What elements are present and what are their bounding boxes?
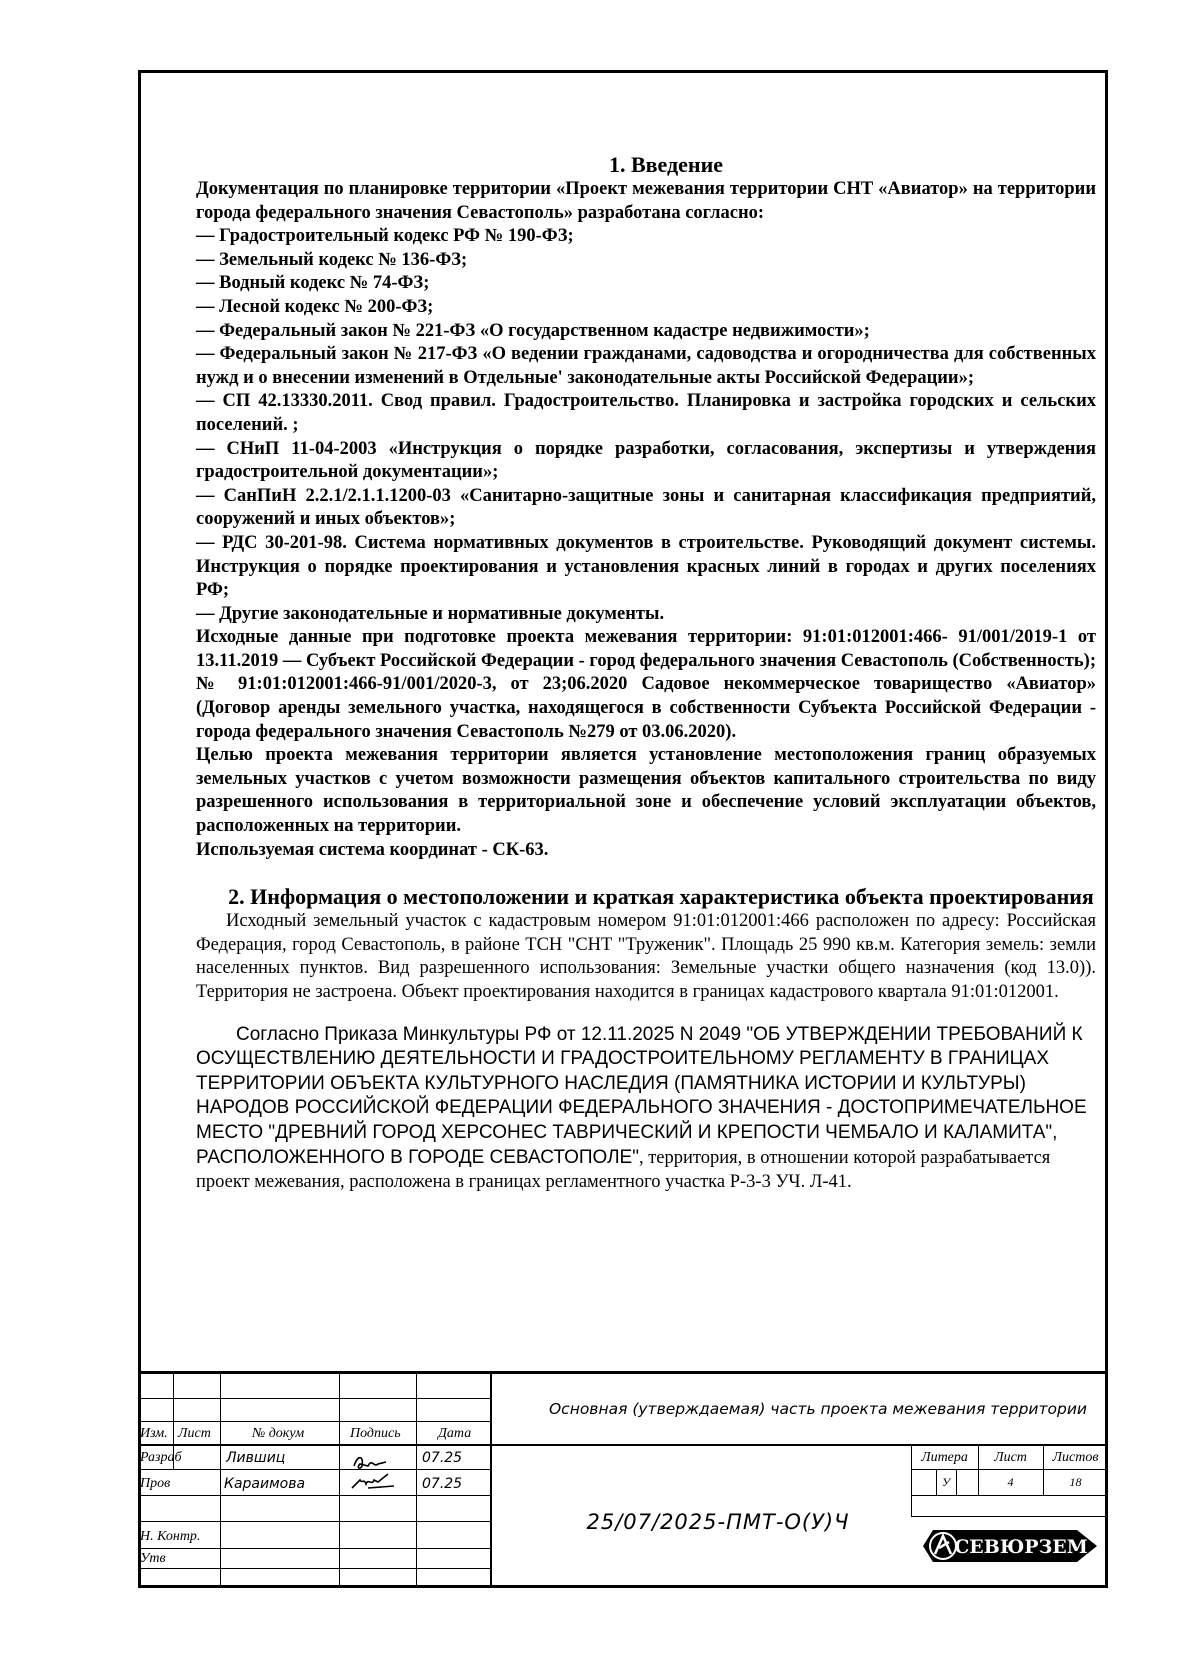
paragraph — [196, 1023, 1096, 1195]
paragraph: Целью проекта межевания территории является установление местоположения границ образуемых земельных участков с учетом возможности размещения объектов капитального строительства по виду разрешенного использования в территориальной зоне и обеспечение условий эксплуатации объектов, расположенных на территории. — [196, 745, 1096, 837]
col-date: Дата — [438, 1426, 472, 1441]
list-item: — Градостроительный кодекс РФ № 190-ФЗ; — [196, 226, 574, 247]
list-item: — СП 42.13330.2011. Свод правил. Градостроительство. Планировка и застройка городских и сельских поселений. ; — [196, 391, 1096, 435]
grid-line — [911, 1495, 1108, 1496]
grid-line — [911, 1516, 1108, 1517]
grid-line — [138, 1444, 490, 1446]
document-body — [196, 152, 1096, 1195]
litera-label: Литера — [921, 1450, 968, 1465]
col-doc: № докум — [252, 1426, 305, 1441]
razrab-date: 07.25 — [422, 1450, 463, 1466]
section-2-heading: 2. Информация о местоположении и краткая характеристика объекта проектирования — [228, 884, 1094, 910]
company-logo — [921, 1526, 1099, 1566]
list-item: — Федеральный закон № 221-ФЗ «О государственном кадастре недвижимости»; — [196, 320, 870, 341]
signature-image — [348, 1448, 410, 1492]
grid-line — [220, 1374, 221, 1588]
list-item: — Земельный кодекс № 136-ФЗ; — [196, 249, 468, 270]
col-izm: Изм. — [140, 1426, 168, 1441]
list-item: — Водный кодекс № 74-ФЗ; — [196, 273, 430, 294]
section-1-heading: 1. Введение — [608, 152, 724, 177]
sheet-value: 4 — [1007, 1475, 1014, 1489]
row-utv: Утв — [140, 1551, 166, 1566]
paragraph-tail: , территория, в отношении которой разрабатывается проект межевания, расположена в границах регламентного участка Р-3-3 УЧ. Л-41. — [196, 1147, 1051, 1193]
list-item: — РДС 30-201-98. Система нормативных документов в строительстве. Руководящий документ системы. Инструкция о порядке проектирования и установления красных линий в городах и других поселениях РФ; — [196, 532, 1096, 601]
prov-date: 07.25 — [422, 1476, 463, 1492]
grid-line — [911, 1469, 1108, 1470]
paragraph: Исходный земельный участок с кадастровым номером 91:01:012001:466 расположен по адресу: Российская Федерация, город Севастополь, в районе ТСН "СНТ "Труженик". Площадь 25 990 кв.м. Категория земель: земли населенных пунктов. Вид разрешенного использования: Земельные участки общего назначения (код 13.0)). Территория не застроена. Объект проектирования находится в границах кадастрового квартала 91:01:012001. — [196, 911, 1096, 1002]
list-item: — СНиП 11-04-2003 «Инструкция о порядке разработки, согласования, экспертизы и утверждения градостроительной документации»; — [196, 438, 1096, 483]
document-code: 25/07/2025-ПМТ-О(У)Ч — [586, 1510, 850, 1534]
list-item: — СанПиН 2.2.1/2.1.1.1200-03 «Санитарно-защитные зоны и санитарная классификация предприятий, сооружений и иных объектов»; — [196, 485, 1096, 530]
litera-value: У — [941, 1475, 951, 1489]
col-list: Лист — [178, 1426, 211, 1441]
section-1-body — [196, 178, 1096, 862]
grid-line — [490, 1374, 492, 1588]
row-nkontr: Н. Контр. — [140, 1529, 201, 1544]
row-razrab: Разраб — [140, 1450, 182, 1465]
col-sign: Подпись — [350, 1426, 401, 1441]
document-title: Основная (утверждаемая) часть проекта межевания территории — [548, 1400, 1088, 1418]
sheets-value: 18 — [1069, 1475, 1082, 1489]
sheets-label: Листов — [1052, 1450, 1099, 1465]
grid-line — [138, 1521, 490, 1522]
grid-line — [138, 1421, 490, 1422]
grid-line — [138, 1568, 490, 1569]
logo-text: СЕВЮРЗЕМ — [954, 1536, 1088, 1558]
row-prov: Пров — [140, 1476, 171, 1491]
sheet-label: Лист — [994, 1450, 1027, 1465]
list-item: — Лесной кодекс № 200-ФЗ; — [196, 296, 434, 317]
grid-line — [416, 1374, 417, 1588]
grid-line — [339, 1374, 340, 1588]
razrab-name: Лившиц — [226, 1450, 286, 1466]
paragraph: Используемая система координат - СК-63. — [196, 839, 549, 860]
list-item: — Федеральный закон № 217-ФЗ «О ведении гражданами, садоводства и огородничества для собственных нужд и о внесении изменений в Отдельные' законодательные акты Российской Федерации»; — [196, 344, 1096, 388]
grid-line — [138, 1469, 490, 1470]
prov-name: Караимова — [224, 1476, 306, 1492]
list-item: — Другие законодательные и нормативные документы. — [196, 603, 665, 624]
paragraph: Исходные данные при подготовке проекта межевания территории: 91:01:012001:466- 91/001/2019-1 от 13.11.2019 — Субъект Российской Федерации - город федерального значения Севастополь (Собственность); № 91:01:012001:466-91/001/2020-3, от 23;06.2020 Садовое некоммерческое товарищество «Авиатор» (Договор аренды земельного участка, находящегося в собственности Субъекта Российской Федерации - города федерального значения Севастополь №279 от 03.06.2020). — [196, 627, 1096, 742]
grid-line — [138, 1495, 490, 1496]
grid-line — [138, 1398, 490, 1399]
paragraph: Документация по планировке территории «Проект межевания территории СНТ «Авиатор» на территории города федерального значения Севастополь» разработана согласно: — [196, 179, 1096, 223]
title-block — [138, 1371, 1108, 1588]
grid-line — [138, 1548, 490, 1549]
order-title: Согласно Приказа Минкультуры РФ от 12.11.2025 N 2049 "ОБ УТВЕРЖДЕНИИ ТРЕБОВАНИЙ К ОСУЩЕСТВЛЕНИЮ ДЕЯТЕЛЬНОСТИ И ГРАДОСТРОИТЕЛЬНОМУ РЕГЛАМЕНТУ В ГРАНИЦАХ ТЕРРИТОРИИ ОБЪЕКТА КУЛЬТУРНОГО НАСЛЕДИЯ (ПАМЯТНИКА ИСТОРИИ И КУЛЬТУРЫ) НАРОДОВ РОССИЙСКОЙ ФЕДЕРАЦИИ ФЕДЕРАЛЬНОГО ЗНАЧЕНИЯ - ДОСТОПРИМЕЧАТЕЛЬНОЕ МЕСТО "ДРЕВНИЙ ГОРОД ХЕРСОНЕС ТАВРИЧЕСКИЙ И КРЕПОСТИ ЧЕМБАЛО И КАЛАМИТА", РАСПОЛОЖЕННОГО В ГОРОДЕ СЕВАСТОПОЛЕ" — [196, 1023, 1087, 1168]
grid-line — [490, 1444, 1108, 1446]
grid-line — [956, 1469, 957, 1495]
